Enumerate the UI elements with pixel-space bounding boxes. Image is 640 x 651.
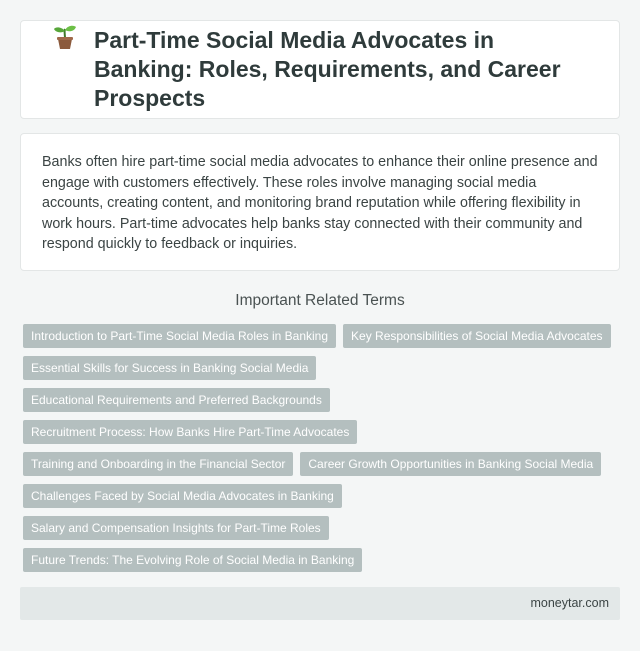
term-tag[interactable]: Future Trends: The Evolving Role of Social Media in Banking (23, 548, 362, 572)
term-tag[interactable]: Career Growth Opportunities in Banking Social Media (300, 452, 601, 476)
page-title: Part-Time Social Media Advocates in Banking: Roles, Requirements, and Career Prospects (94, 27, 561, 111)
term-tag[interactable]: Challenges Faced by Social Media Advocates in Banking (23, 484, 342, 508)
term-row (23, 484, 623, 516)
description-text: Banks often hire part-time social media advocates to enhance their online presence and engage with customers effectively. These roles involve managing social media accounts, creating content, and monitoring brand reputation while offering flexibility in work hours. Part-time advocates help banks stay connected with their community and respond quickly to feedback or inquiries. (42, 154, 598, 252)
description-card (20, 133, 620, 271)
term-tag[interactable]: Educational Requirements and Preferred Backgrounds (23, 388, 330, 412)
term-row (23, 548, 623, 580)
term-row (23, 516, 623, 548)
footer (20, 587, 620, 620)
title-wrap (50, 26, 590, 113)
term-row (23, 388, 623, 420)
term-row (23, 420, 623, 452)
term-tag[interactable]: Recruitment Process: How Banks Hire Part-Time Advocates (23, 420, 357, 444)
related-terms-list (23, 324, 623, 580)
seedling-icon (50, 22, 80, 52)
term-tag[interactable]: Salary and Compensation Insights for Part-Time Roles (23, 516, 329, 540)
title-card (20, 20, 620, 119)
term-row (23, 324, 623, 356)
term-row (23, 452, 623, 484)
footer-site-link[interactable]: moneytar.com (530, 596, 609, 610)
term-tag[interactable]: Key Responsibilities of Social Media Advocates (343, 324, 610, 348)
term-tag[interactable]: Essential Skills for Success in Banking Social Media (23, 356, 316, 380)
term-tag[interactable]: Introduction to Part-Time Social Media Roles in Banking (23, 324, 336, 348)
related-terms-heading: Important Related Terms (235, 292, 405, 309)
term-tag[interactable]: Training and Onboarding in the Financial Sector (23, 452, 293, 476)
term-row (23, 356, 623, 388)
